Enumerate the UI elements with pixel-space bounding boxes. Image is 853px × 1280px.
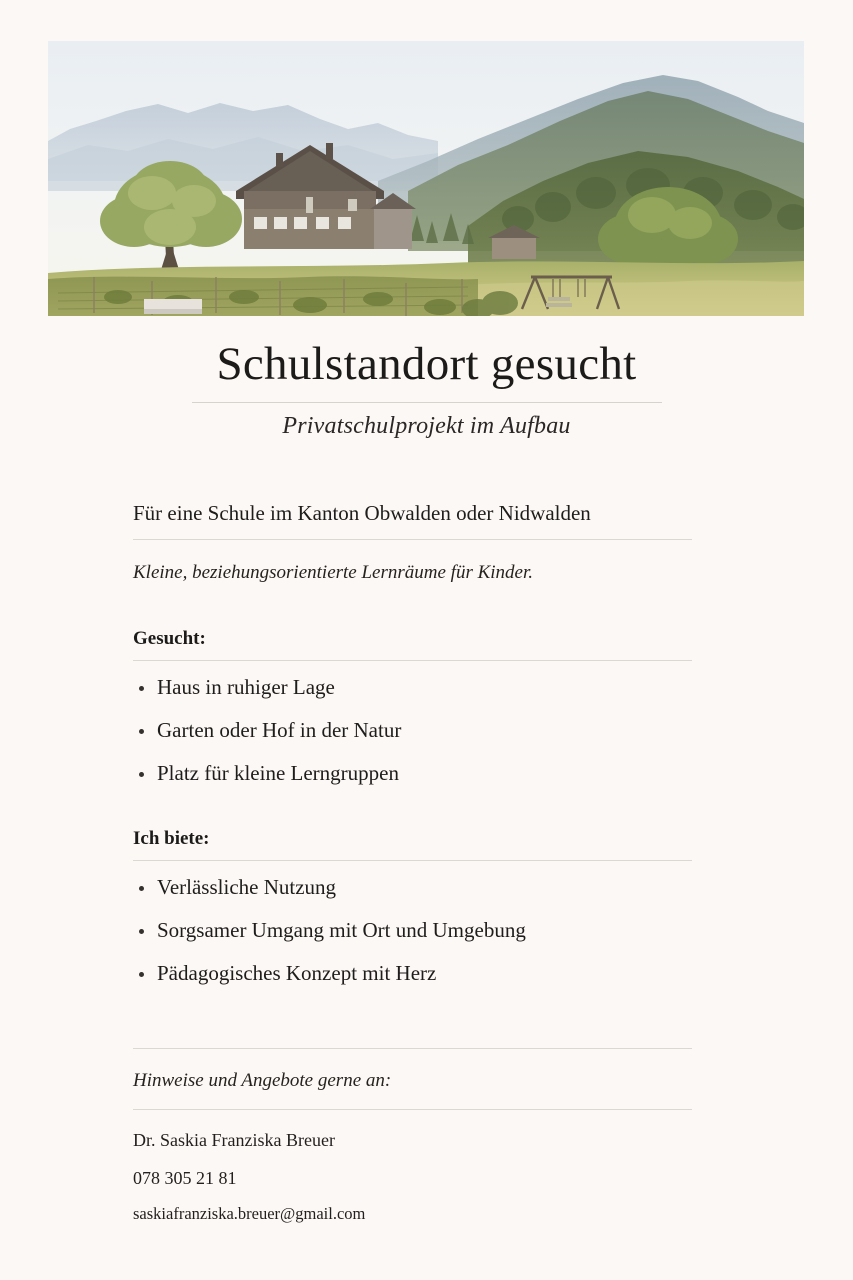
list-item-label: Haus in ruhiger Lage [157,675,335,700]
list-item-label: Verlässliche Nutzung [157,875,337,900]
contact-phone[interactable]: 078 305 21 81 [133,1167,237,1188]
list-item-label: Garten oder Hof in der Natur [157,718,402,743]
hero-photo [48,41,804,316]
list-item [133,963,692,984]
contact-details [133,1110,692,1225]
landscape-photo-icon [48,41,804,316]
bullet-dot-icon [139,929,144,934]
list-item [133,877,692,898]
bullet-dot-icon [139,972,144,977]
section-gesucht [133,584,692,784]
contact-name: Dr. Saskia Franziska Breuer [133,1130,335,1151]
bullet-dot-icon [139,686,144,691]
section-gesucht-heading: Gesucht: [133,628,206,650]
bullet-dot-icon [139,729,144,734]
page-subtitle: Privatschulprojekt im Aufbau [282,413,571,440]
contact-section [133,984,692,1225]
contact-note: Hinweise und Angebote gerne an: [133,1070,392,1092]
list-item-label: Sorgsamer Umgang mit Ort und Umgebung [157,918,526,943]
gesucht-list [133,661,692,784]
list-item [133,763,692,784]
tagline-text: Kleine, beziehungsorientierte Lernräume für Kinder. [133,562,534,584]
stone-trough [144,299,202,314]
list-item-label: Pädagogisches Konzept mit Herz [157,961,437,986]
list-item [133,920,692,941]
bullet-dot-icon [139,886,144,891]
lead-text: Für eine Schule im Kanton Obwalden oder Nidwalden [133,501,591,525]
content-column [133,500,692,1225]
list-item [133,720,692,741]
list-item-label: Platz für kleine Lerngruppen [157,761,399,786]
contact-email[interactable]: saskiafranziska.breuer@gmail.com [133,1204,366,1224]
section-ich-biete-heading: Ich biete: [133,828,210,850]
ich-biete-list [133,861,692,984]
section-ich-biete [133,784,692,984]
page-title: Schulstandort gesucht [216,338,637,390]
title-divider [192,402,662,403]
list-item [133,677,692,698]
title-block [0,337,853,440]
bullet-dot-icon [139,772,144,777]
